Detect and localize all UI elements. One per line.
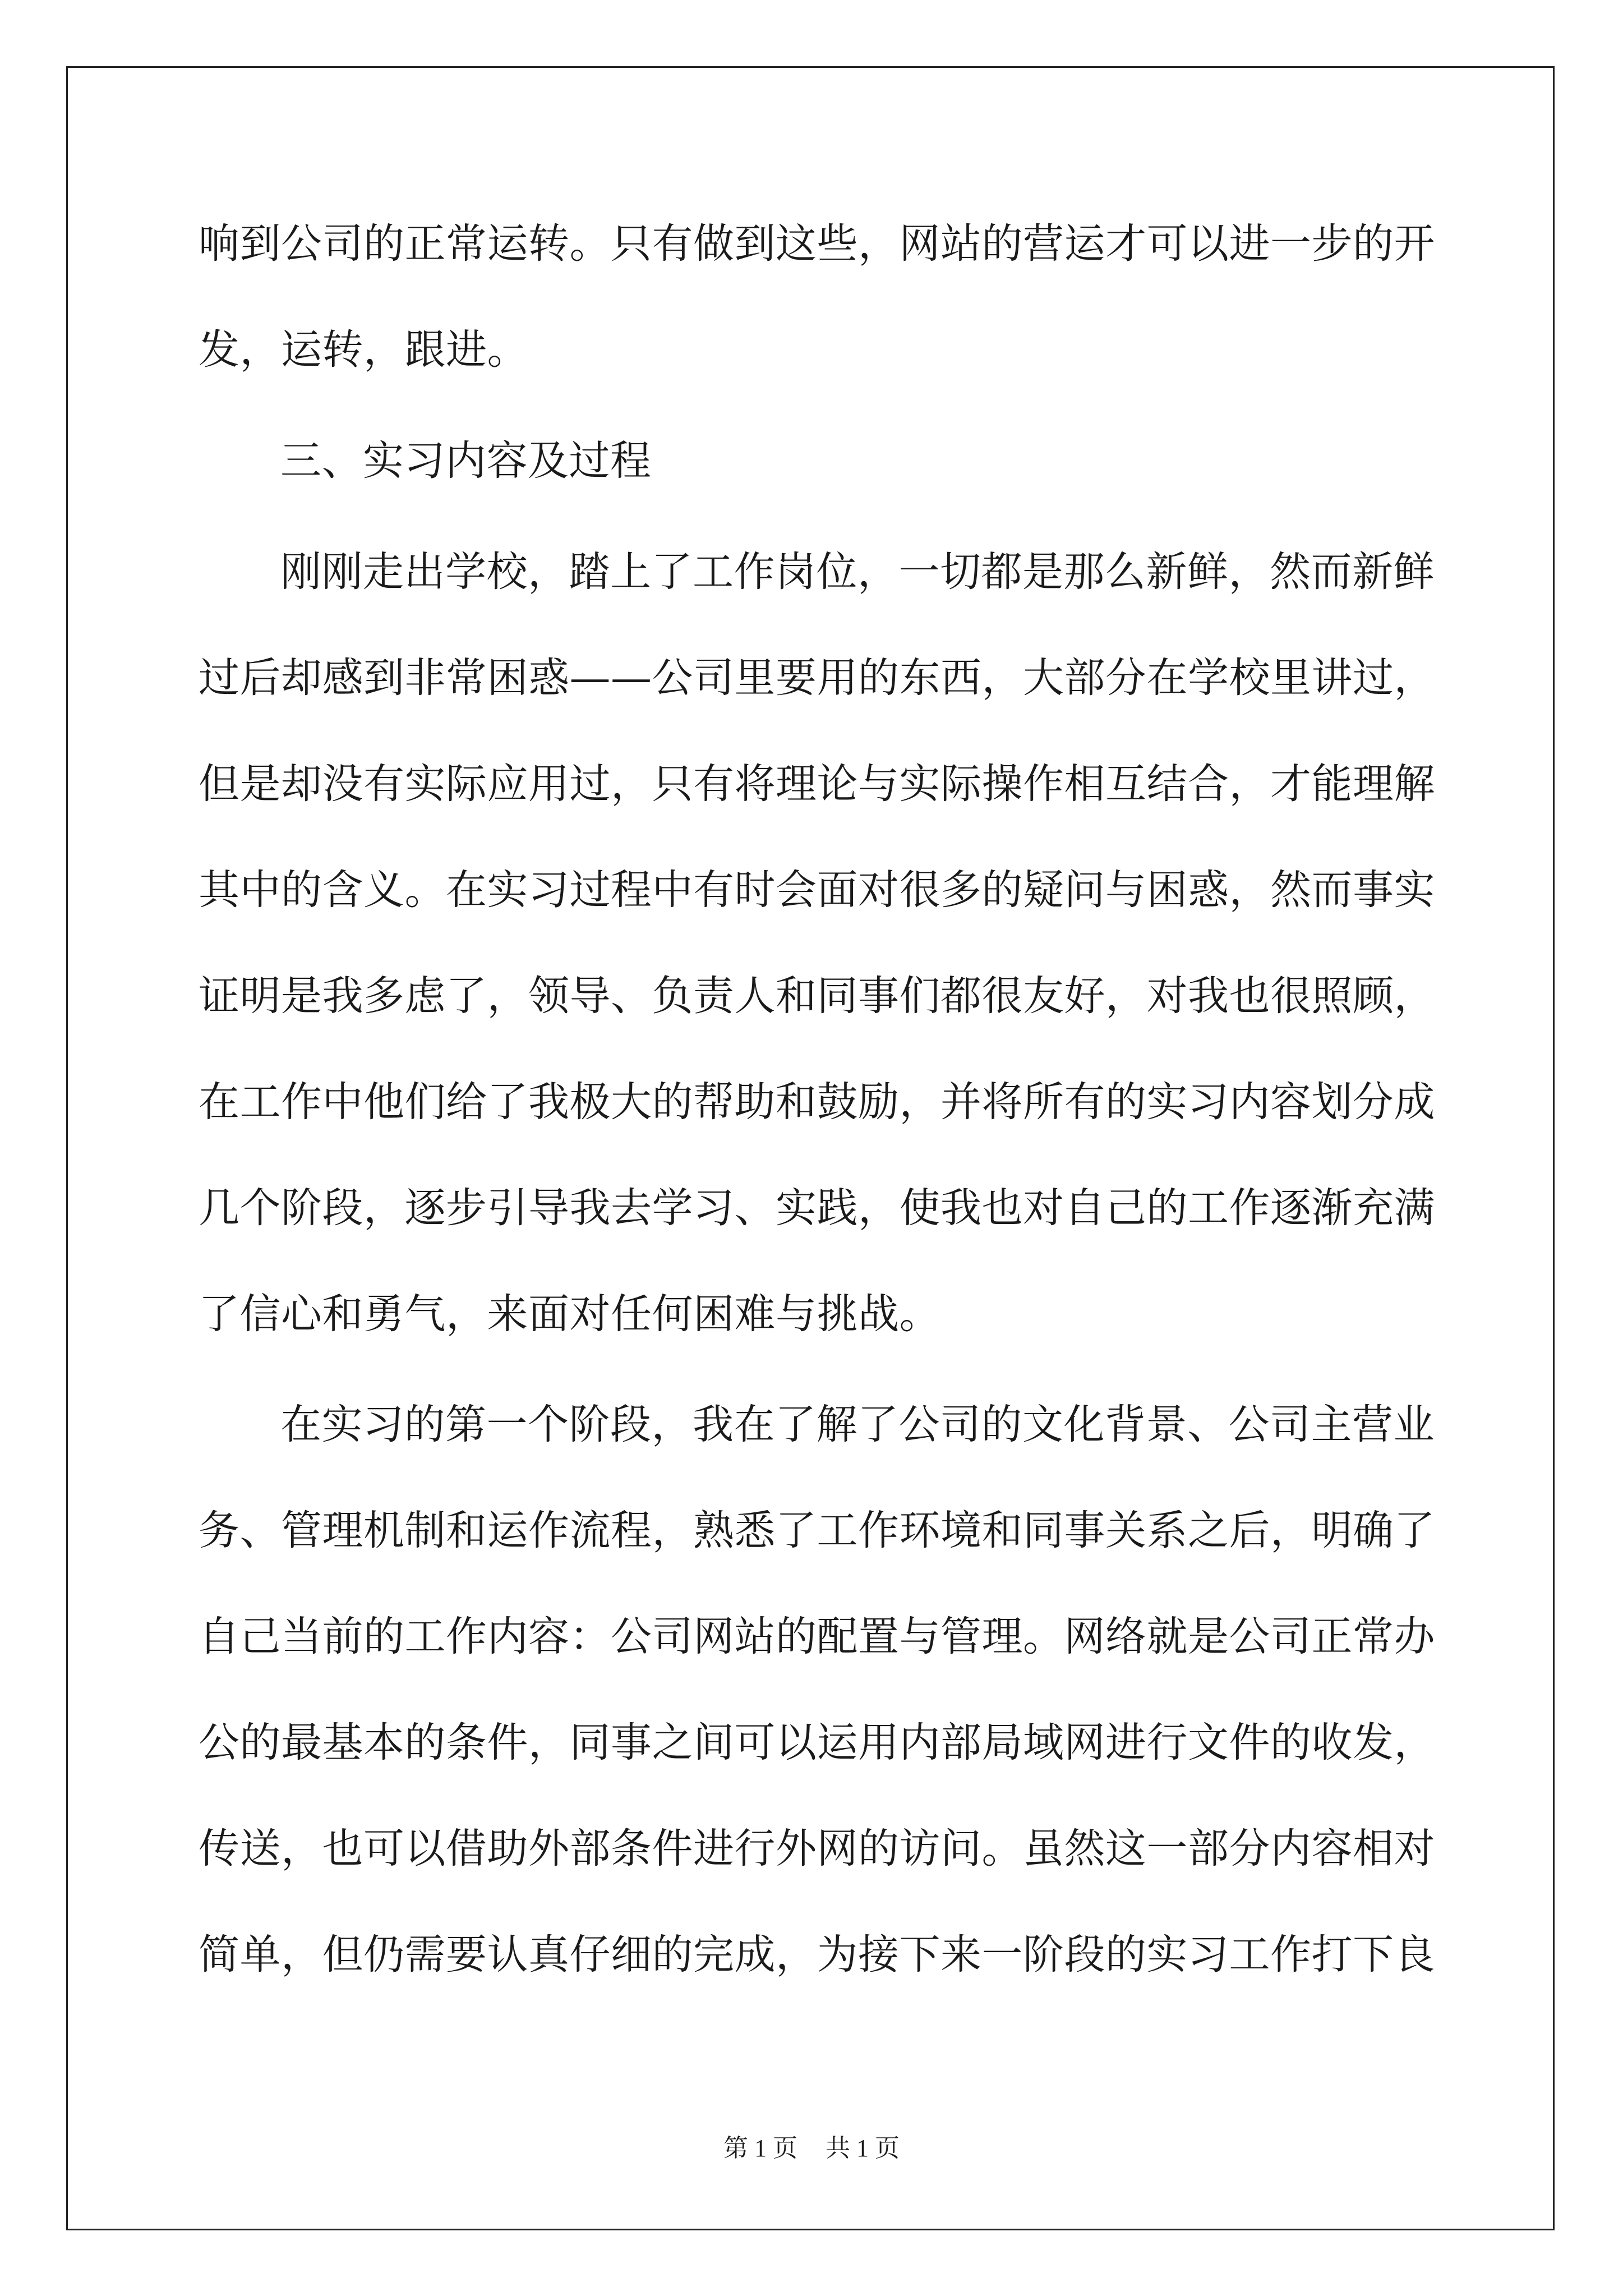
text-line: 传送，也可以借助外部条件进行外网的访问。虽然这一部分内容相对 [199,1825,1435,1872]
text-line: 自己当前的工作内容：公司网站的配置与管理。网络就是公司正常办 [199,1613,1435,1660]
text-line: 刚刚走出学校，踏上了工作岗位，一切都是那么新鲜，然而新鲜 [280,548,1435,596]
text-line: 但是却没有实际应用过，只有将理论与实际操作相互结合，才能理解 [199,760,1435,808]
text-line: 在工作中他们给了我极大的帮助和鼓励，并将所有的实习内容划分成 [199,1078,1435,1126]
text-line: 务、管理机制和运作流程，熟悉了工作环境和同事关系之后，明确了 [199,1507,1435,1554]
text-line: 在实习的第一个阶段，我在了解了公司的文化背景、公司主营业 [280,1401,1435,1448]
text-line: 其中的含义。在实习过程中有时会面对很多的疑问与困惑，然而事实 [199,866,1435,914]
text-line: 过后却感到非常困惑——公司里要用的东西，大部分在学校里讲过， [199,654,1435,702]
section-heading: 三、实习内容及过程 [280,437,652,485]
text-line: 简单，但仍需要认真仔细的完成，为接下来一阶段的实习工作打下良 [199,1931,1435,1978]
page-footer [0,2132,1623,2165]
text-line: 公的最基本的条件，同事之间可以运用内部局域网进行文件的收发， [199,1719,1435,1766]
text-line: 了信心和勇气，来面对任何困难与挑战。 [199,1290,940,1338]
text-line: 响到公司的正常运转。只有做到这些，网站的营运才可以进一步的开 [199,220,1435,268]
text-line: 证明是我多虑了，领导、负责人和同事们都很友好，对我也很照顾， [199,972,1435,1020]
page-number-current: 第 1 页 [723,2134,797,2162]
text-line: 发，运转，跟进。 [199,326,528,374]
text-line: 几个阶段，逐步引导我去学习、实践，使我也对自己的工作逐渐充满 [199,1184,1435,1232]
page-border [66,66,1555,2230]
page-number-total: 共 1 页 [826,2134,900,2162]
